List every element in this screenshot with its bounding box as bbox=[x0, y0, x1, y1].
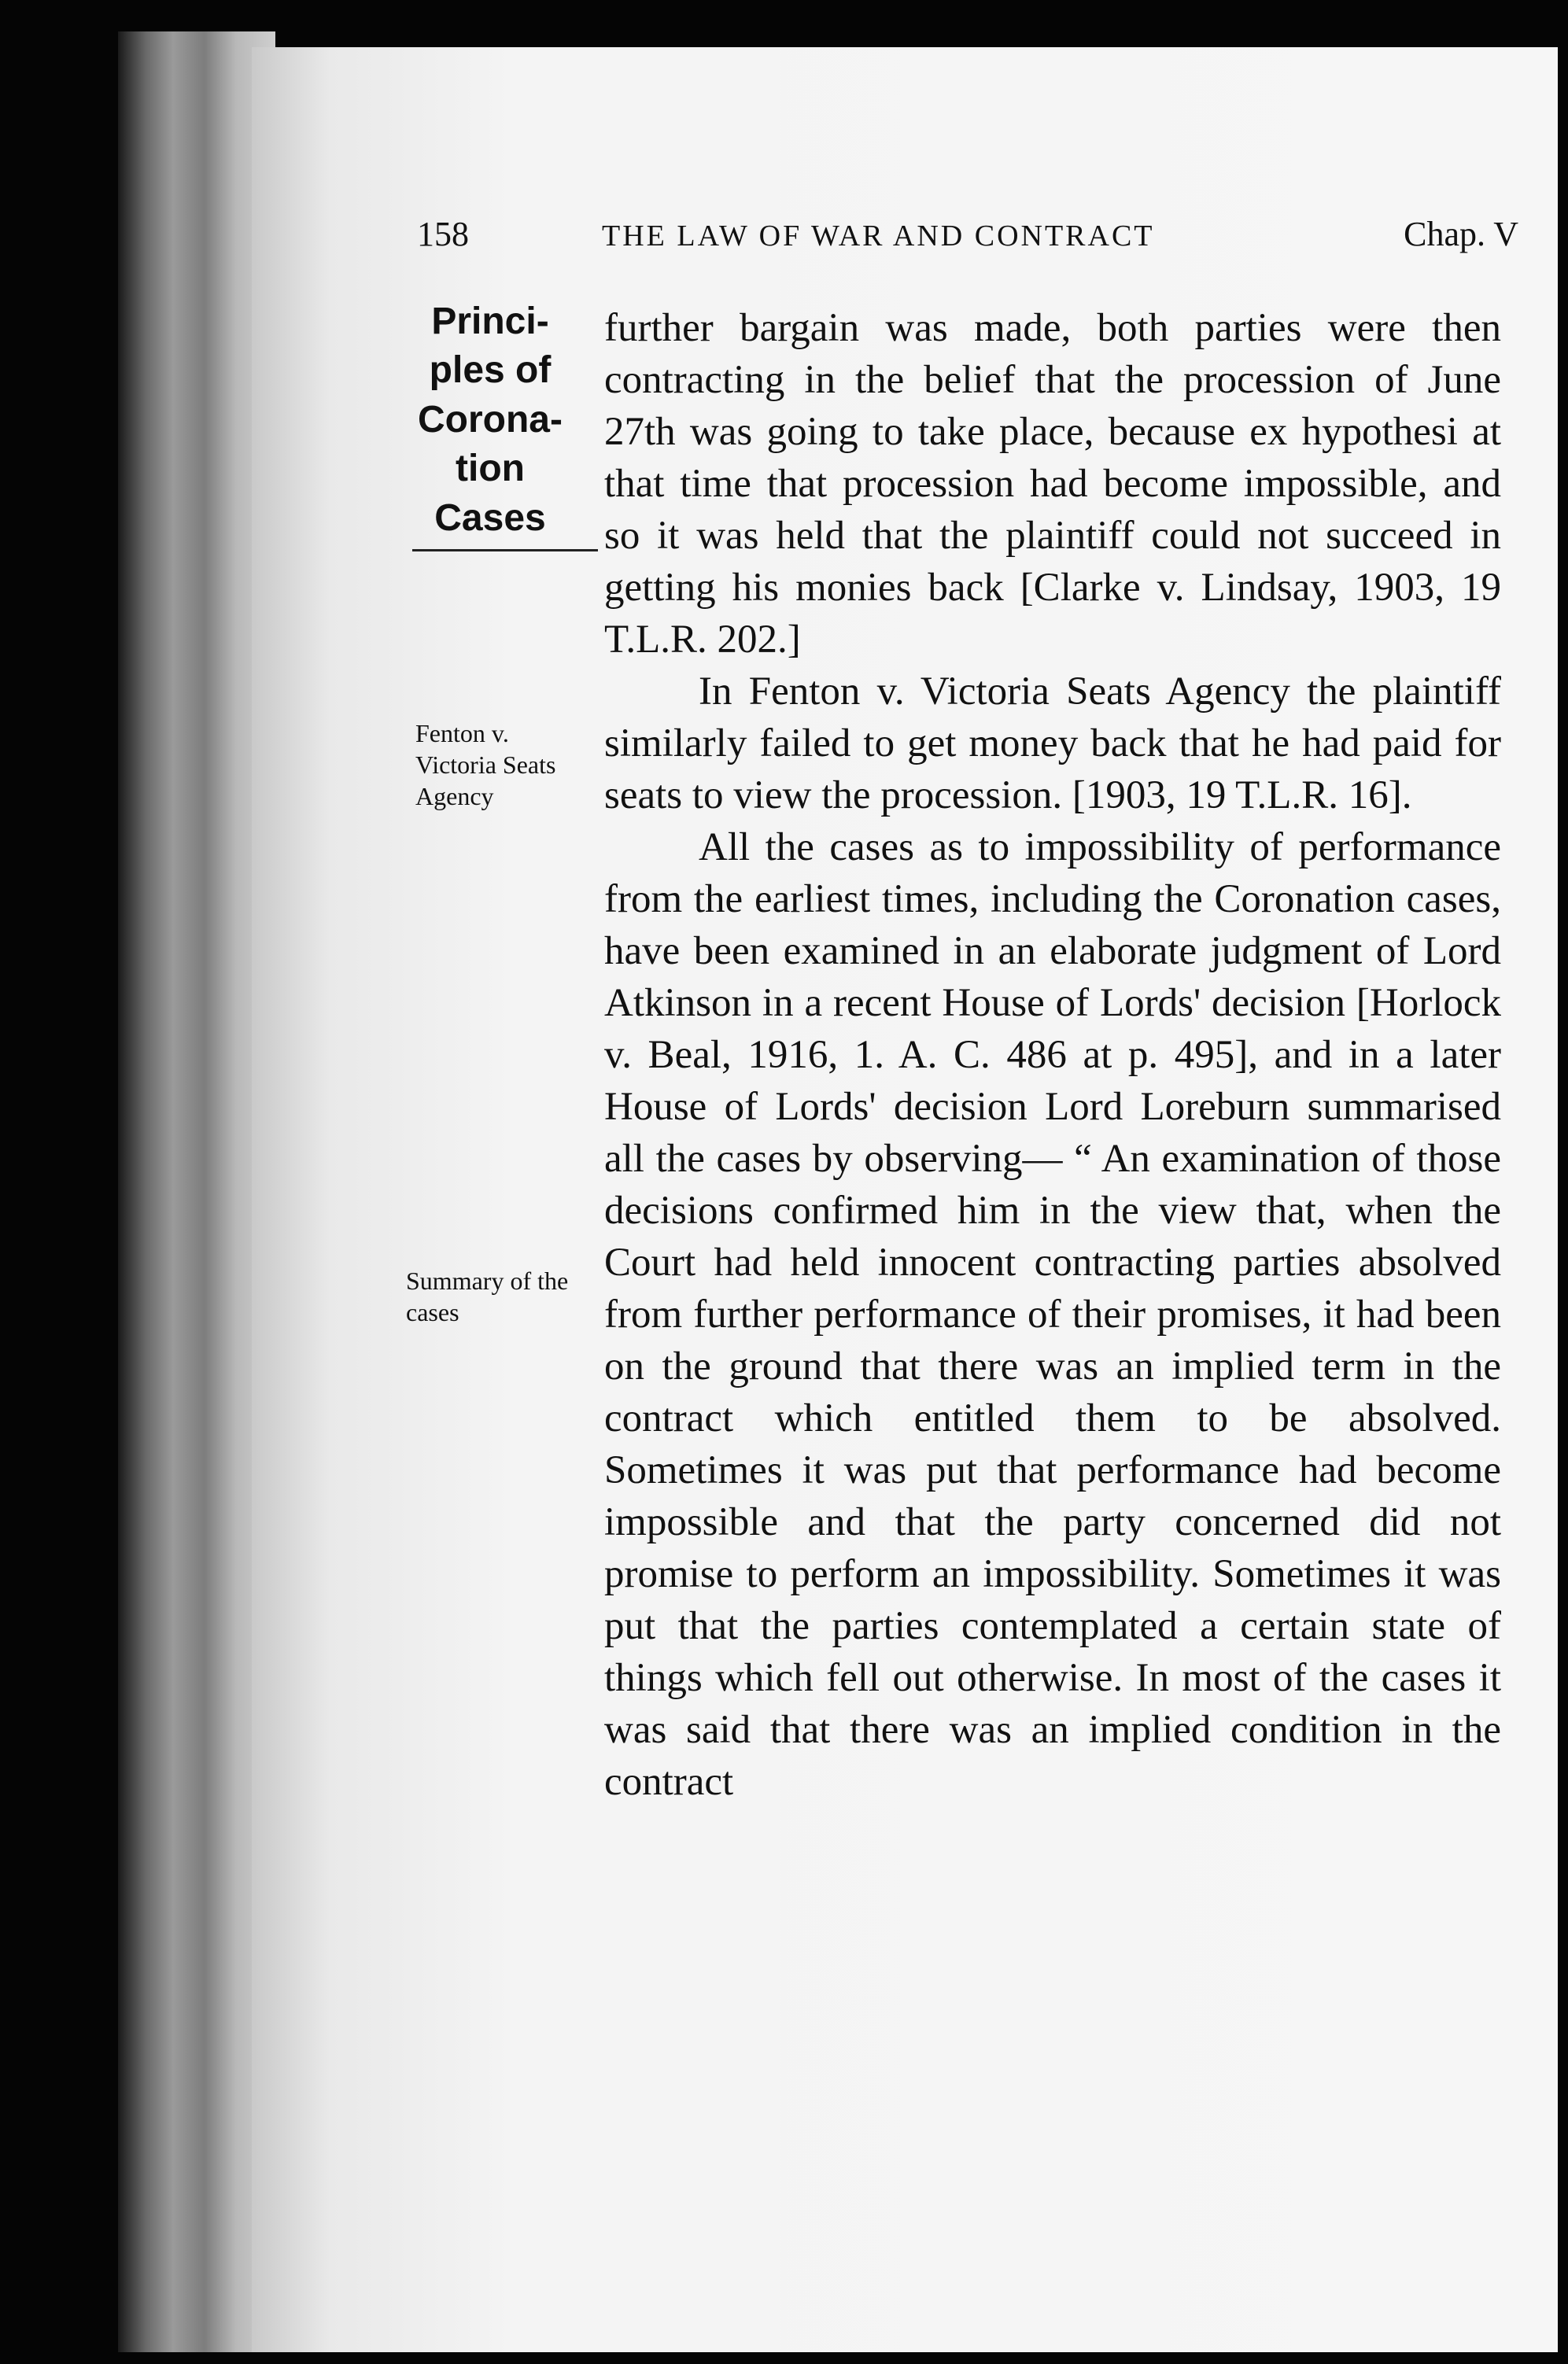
chapter-label: Chap. V bbox=[1404, 215, 1518, 253]
page-number: 158 bbox=[417, 215, 469, 253]
running-head bbox=[417, 214, 1518, 261]
paragraph-continued: further bargain was made, both parties were then contracting in the belief that the procession of June 27th was going to take place, because ex hypothesi at that time that procession had become impossible, and so it was held that the plaintiff could not succeed in getting his monies back [Clarke v. Lindsay, 1903, 19 T.L.R. 202.] bbox=[604, 306, 1501, 662]
margin-note-principles: Princi- ples of Corona- tion Cases bbox=[418, 301, 563, 539]
margin-note-fenton: Fenton v. Victoria Seats Agency bbox=[415, 719, 556, 810]
body-text bbox=[604, 302, 1501, 1808]
running-title: THE LAW OF WAR AND CONTRACT bbox=[602, 219, 1155, 253]
margin-note-summary: Summary of the cases bbox=[406, 1267, 569, 1326]
paragraph-cases: All the cases as to impossibility of performance from the earliest times, including the Coronation cases, have been examined in an elaborate judgment of Lord Atkinson in a recent House of Lords' decision [Horlock v. Beal, 1916, 1. A. C. 486 at p. 495], and in a later House of Lords' decision Lord Loreburn summarised all the cases by observing— “ An examination of those decisions confirmed him in the view that, when the Court had held innocent contracting parties absolved from further performance of their promises, it had been on the ground that there was an implied term in the contract which entitled them to be absolved. Sometimes it was put that performance had become impossible and that the party concerned did not promise to perform an impossibility. Sometimes it was put that the parties contemplated a certain state of things which fell out otherwise. In most of the cases it was said that there was an implied condition in the contract bbox=[604, 825, 1501, 1804]
margin-divider bbox=[412, 549, 598, 551]
paragraph-fenton: In Fenton v. Victoria Seats Agency the plaintiff similarly failed to get money back that he had paid for seats to view the procession. [1903, 19 T.L.R. 16]. bbox=[604, 669, 1501, 817]
